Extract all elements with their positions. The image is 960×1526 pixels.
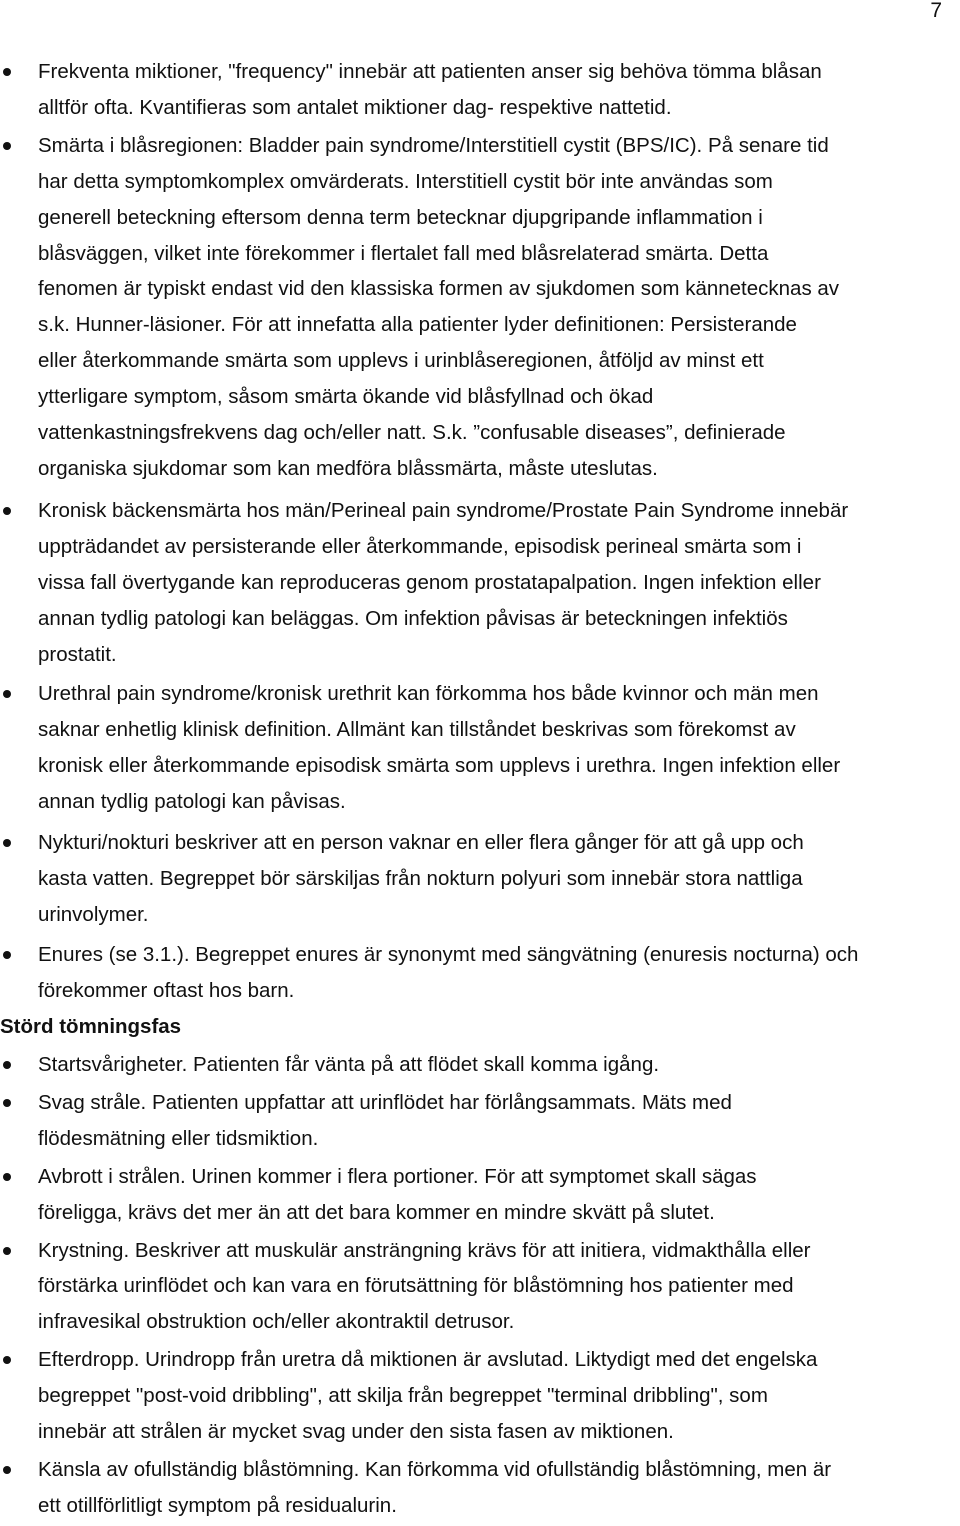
list-item xyxy=(0,1085,958,1157)
bullet-icon xyxy=(3,1099,11,1107)
list-item-text: Avbrott i strålen. Urinen kommer i flera portioner. För att symptomet skall sägas föreligga, krävs det mer än att det bara kommer en mindre skvätt på slutet. xyxy=(38,1164,757,1224)
list-item xyxy=(0,1452,958,1524)
bullet-icon xyxy=(3,507,11,515)
bullet-icon xyxy=(3,68,11,76)
list-item-text: Startsvårigheter. Patienten får vänta på att flödet skall komma igång. xyxy=(38,1053,660,1076)
list-item-text: Frekventa miktioner, "frequency" innebär att patienten anser sig behöva tömma blåsan alltför ofta. Kvantifieras som antalet miktioner dag- respektive nattetid. xyxy=(38,60,822,119)
list-item-text: Efterdropp. Urindropp från uretra då miktionen är avslutad. Liktydigt med det engelska begreppet "post-void dribbling", att skilja från begreppet "terminal dribbling", som innebär att strålen är mycket svag under den sista fasen av miktionen. xyxy=(38,1348,818,1444)
symptom-list-voiding xyxy=(0,1047,958,1526)
bullet-icon xyxy=(3,690,11,698)
list-item-text: Urethral pain syndrome/kronisk urethrit kan förkomma hos både kvinnor och män men saknar enhetlig klinisk definition. Allmänt kan tillståndet beskrivas som förekomst av kronisk eller återkommande episodisk smärta som upplevs i urethra. Ingen infektion eller annan tydlig patologi kan påvisas. xyxy=(38,682,841,814)
bullet-icon xyxy=(3,1061,11,1069)
list-item xyxy=(0,676,958,820)
symptom-list-storage xyxy=(0,54,958,1009)
list-item-text: Känsla av ofullständig blåstömning. Kan förkomma vid ofullständig blåstömning, men är ett otillförlitligt symptom på residualurin. xyxy=(38,1457,832,1517)
list-item-text: Kronisk bäckensmärta hos män/Perineal pain syndrome/Prostate Pain Syndrome innebär uppträdandet av persisterande eller återkommande, episodisk perineal smärta som i vissa fall övertygande kan reproduceras genom prostatapalpation. Ingen infektion eller annan tydlig patologi kan beläggas. Om infektion påvisas är beteckningen infektiös prostatit. xyxy=(38,498,849,666)
list-item xyxy=(0,128,958,487)
bullet-icon xyxy=(3,1173,11,1181)
bullet-icon xyxy=(3,1466,11,1474)
list-item xyxy=(0,54,958,126)
list-item-text: Nykturi/nokturi beskriver att en person vaknar en eller flera gånger för att gå upp och kasta vatten. Begreppet bör särskiljas från nokturn polyuri som innebär stora nattliga urinvolymer. xyxy=(38,831,804,926)
list-item-text: Smärta i blåsregionen: Bladder pain syndrome/Interstitiell cystit (BPS/IC). På senare tid har detta symptomkomplex omvärderats. Interstitiell cystit bör inte användas som generell beteckning eftersom denna term betecknar djupgripande inflammation i blåsväggen, vilket inte förekommer i flertalet fall med blåsrelaterad smärta. Detta fenomen är typiskt endast vid den klassiska formen av sjukdomen som kännetecknas av s.k. Hunner-läsioner. För att innefatta alla patienter lyder definitionen: Persisterande eller återkommande smärta som upplevs i urinblåseregionen, åtföljd av minst ett ytterligare symptom, såsom smärta ökande vid blåsfyllnad och ökad vattenkastningsfrekvens dag och/eller natt. S.k. ”confusable diseases”, definierade organiska sjukdomar som kan medföra blåssmärta, måste uteslutas. xyxy=(38,133,840,480)
list-item-text: Krystning. Beskriver att muskulär ansträngning krävs för att initiera, vidmakthålla eller förstärka urinflödet och kan vara en förutsättning för blåstömning hos patienter med infravesikal obstruktion och/eller akontraktil detrusor. xyxy=(38,1238,811,1334)
list-item xyxy=(0,1342,958,1450)
page-number: 7 xyxy=(930,0,942,22)
list-item-text: Enures (se 3.1.). Begreppet enures är synonymt med sängvätning (enuresis nocturna) och förekommer oftast hos barn. xyxy=(38,942,859,1002)
bullet-icon xyxy=(3,951,11,959)
list-item-text: Svag stråle. Patienten uppfattar att urinflödet har förlångsammats. Mäts med flödesmätning eller tidsmiktion. xyxy=(38,1090,732,1150)
bullet-icon xyxy=(3,1356,11,1364)
list-item xyxy=(0,937,958,1009)
bullet-icon xyxy=(3,839,11,847)
section-heading: Störd tömningsfas xyxy=(0,1015,182,1038)
list-item xyxy=(0,493,958,673)
list-item xyxy=(0,1159,958,1231)
bullet-icon xyxy=(3,1247,11,1255)
list-item xyxy=(0,1233,958,1341)
bullet-icon xyxy=(3,142,11,150)
list-item xyxy=(0,1047,958,1083)
list-item xyxy=(0,825,958,933)
